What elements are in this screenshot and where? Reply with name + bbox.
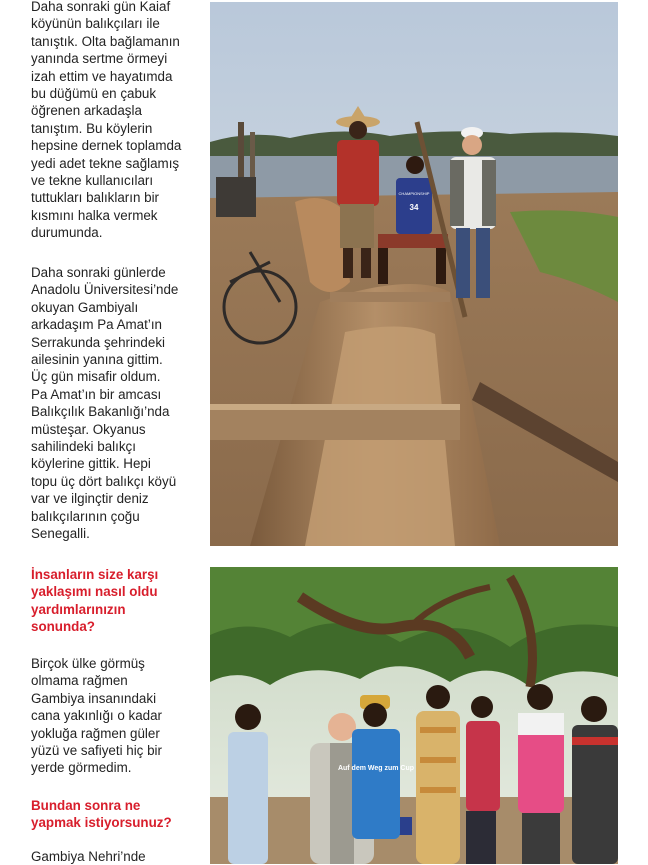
text-line: yaklaşımı nasıl oldu <box>31 584 158 600</box>
text-line: köylerine gittik. Hepi <box>31 456 151 472</box>
text-line: durumunda. <box>31 225 103 241</box>
svg-text:34: 34 <box>409 203 419 212</box>
text-line: Serrakunda şehrindeki <box>31 334 165 350</box>
text-line: sahilindeki balıkçı <box>31 439 136 455</box>
text-line: yedi adet tekne sağlamış <box>31 155 180 171</box>
text-line: yerde görmedim. <box>31 760 132 776</box>
text-line: var ve ilginçtir deniz <box>31 491 149 507</box>
text-line: yardımlarınızın <box>31 601 126 617</box>
text-line: Senegalli. <box>31 526 90 542</box>
text-line: yokluğa rağmen güler <box>31 725 160 741</box>
photo-group-under-tree <box>210 567 618 864</box>
text-line: Pa Amat’ın bir amcası <box>31 386 162 402</box>
text-line: Anadolu Üniversitesi’nde <box>31 282 179 298</box>
text-line: Birçok ülke görmüş <box>31 656 145 671</box>
text-line: yanında sertme örmeyi <box>31 51 168 67</box>
text-line: yüzü ve safiyeti hiç bir <box>31 743 162 759</box>
text-line: kısmını halka vermek <box>31 207 158 223</box>
text-line: Üç gün misafir oldum. <box>31 369 161 385</box>
paragraph-hospitality <box>31 655 203 777</box>
text-line: izah ettim ve hayatımda <box>31 68 173 84</box>
question-people-approach <box>31 566 203 636</box>
text-line: ailesinin yanına gittim. <box>31 352 163 368</box>
text-line: yapmak istiyorsunuz? <box>31 815 172 831</box>
question-future-plans <box>31 797 203 832</box>
text-line: Gambiya Nehri’nde <box>31 849 146 864</box>
text-line: Daha sonraki gün Kaiaf <box>31 0 171 14</box>
text-line: İnsanların size karşı <box>31 567 159 582</box>
text-line: Bundan sonra ne <box>31 798 141 813</box>
jersey-text: CHAMPIONSHIP <box>398 191 430 196</box>
text-line: arkadaşım Pa Amat’ın <box>31 317 162 333</box>
text-line: sonunda? <box>31 619 95 635</box>
text-line: Balıkçılık Bakanlığı’nda <box>31 404 170 420</box>
shirt-text: Auf dem Weg zum Cup <box>337 765 415 772</box>
text-line: bu düğümü en çabuk <box>31 86 157 102</box>
text-line: Daha sonraki günlerde <box>31 265 166 280</box>
paragraph-gambia-river <box>31 848 203 865</box>
text-line: olmama rağmen <box>31 673 128 689</box>
text-line: tanıştım. Bu köylerin <box>31 120 153 136</box>
paragraph-serrakunda-visit <box>31 264 203 543</box>
text-line: Gambiya insanındaki <box>31 690 157 706</box>
text-line: balıkçılarının çoğu <box>31 508 140 524</box>
paragraph-kaiaf-village <box>31 0 203 242</box>
text-line: cana yakınlığı o kadar <box>31 708 163 724</box>
photo-canoe-fishermen <box>210 2 618 546</box>
text-line: tuttukları balıkların bir <box>31 190 160 206</box>
text-line: okuyan Gambiyalı <box>31 299 139 315</box>
text-line: müsteşar. Okyanus <box>31 421 146 437</box>
text-line: öğrenen arkadaşla <box>31 103 142 119</box>
text-line: topu üç dört balıkçı köyü <box>31 473 177 489</box>
text-line: hepsine dernek toplamda <box>31 138 182 154</box>
text-line: ve tekne kullanıcıları <box>31 173 154 189</box>
text-line: köyünün balıkçıları ile <box>31 16 160 32</box>
text-line: tanıştık. Olta bağlamanın <box>31 33 180 49</box>
